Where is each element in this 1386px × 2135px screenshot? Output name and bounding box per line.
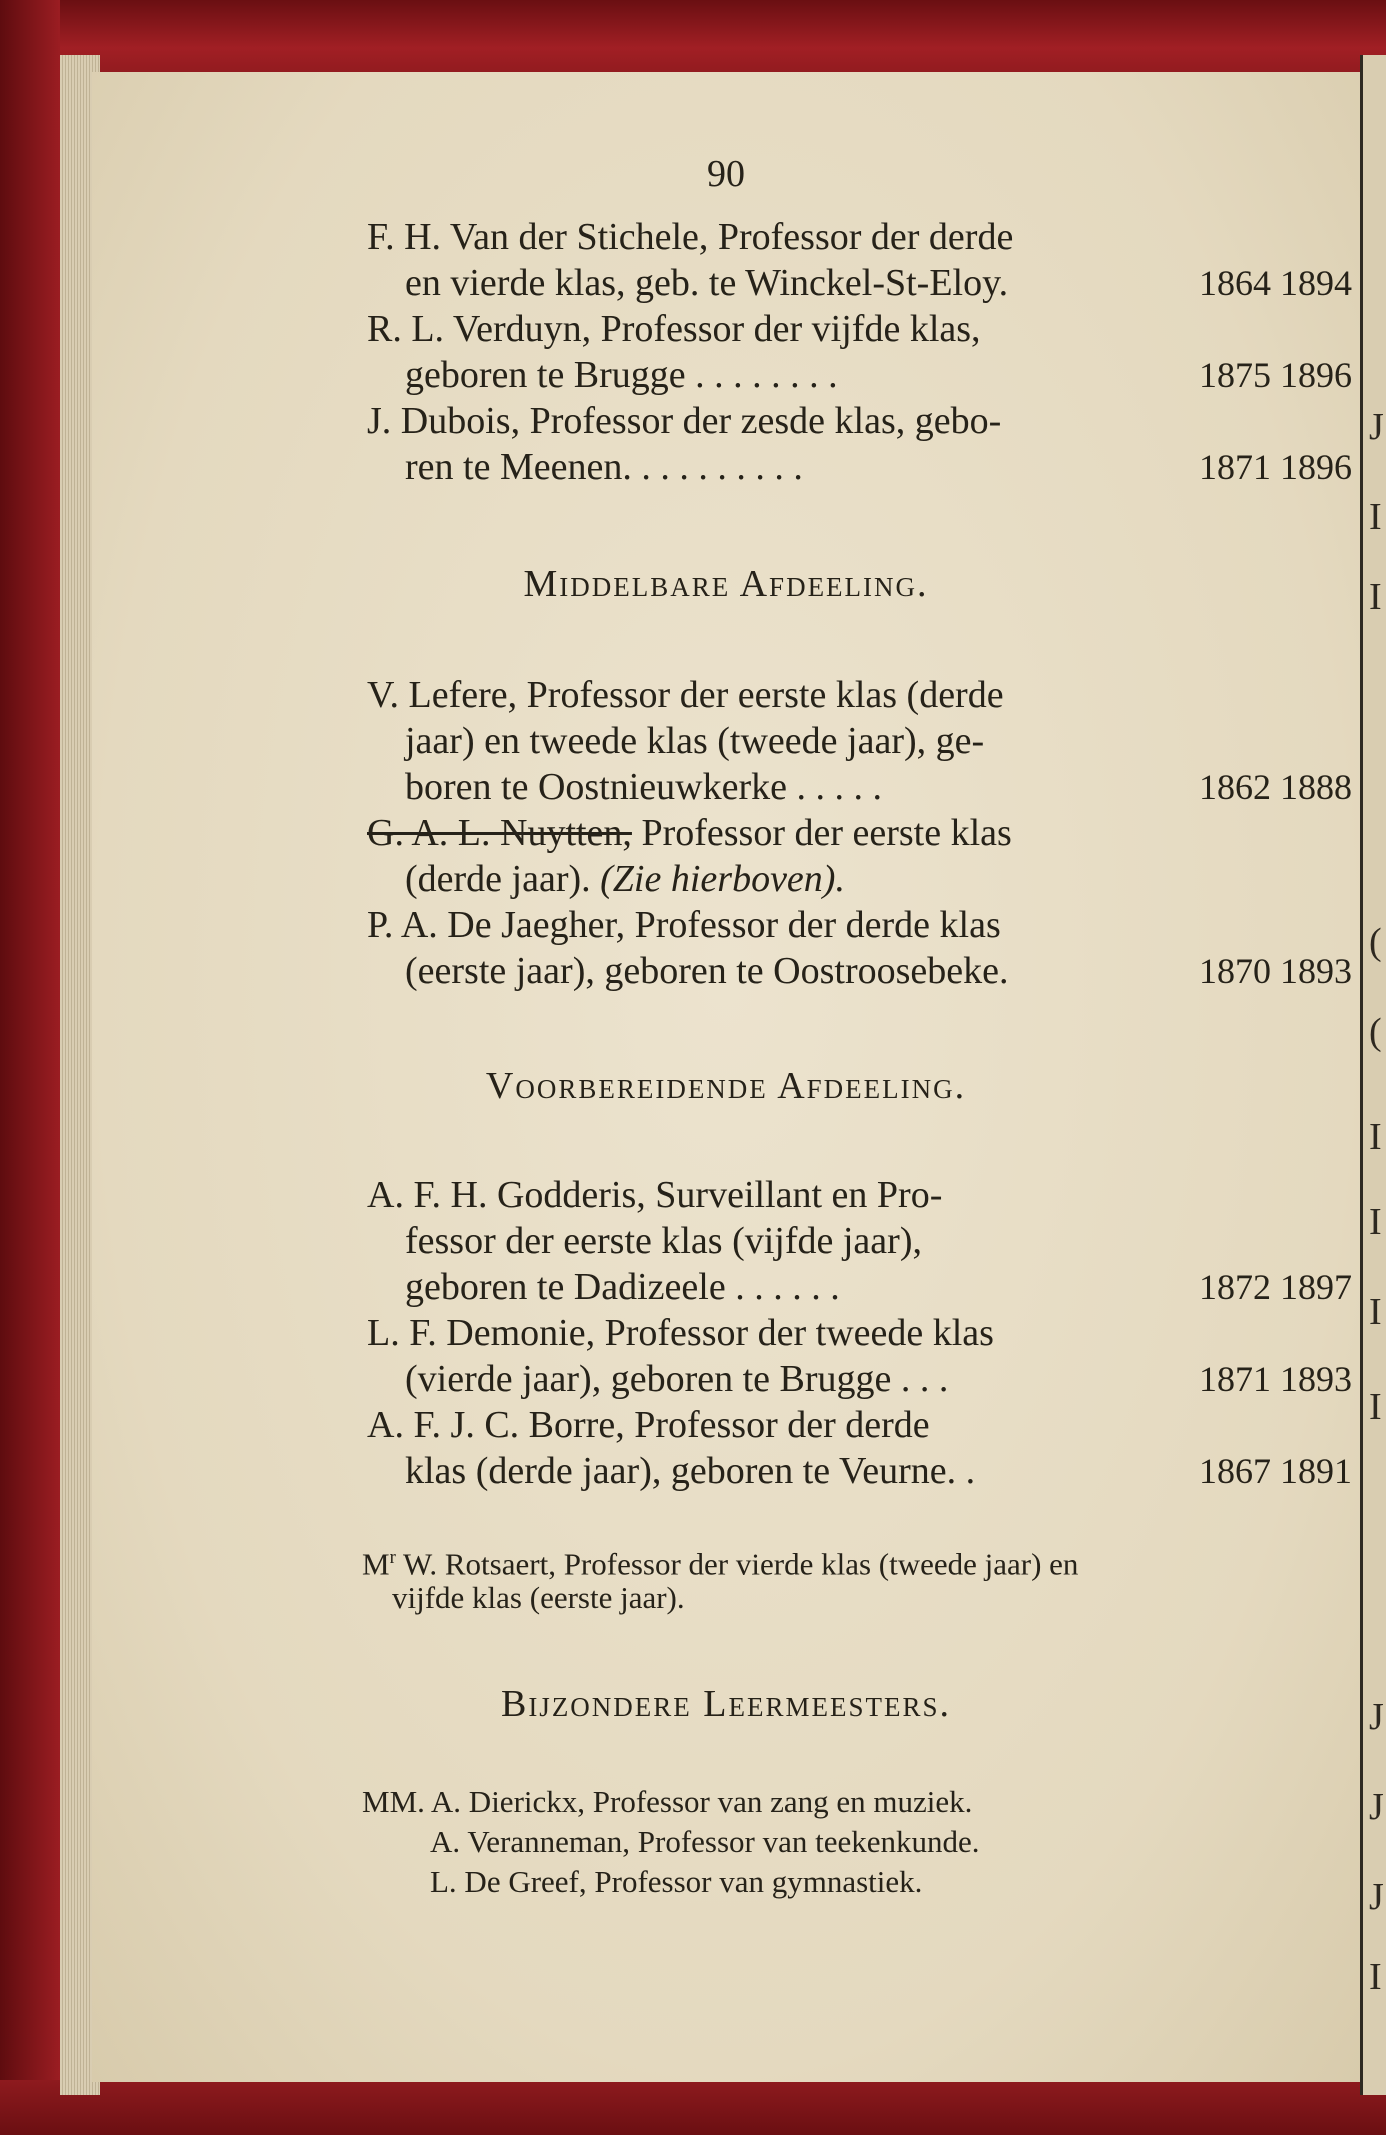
note-line: $M^r$ W. Rotsaert, Professor der vierde klas (tweede jaar) en (362, 1546, 1079, 1582)
next-page-fragment: J (1369, 406, 1384, 448)
next-page-fragment: I (1369, 1956, 1382, 1998)
entry-line: ren te Meenen. . . . . . . . . . (405, 446, 803, 488)
book-cover-top (0, 0, 1386, 80)
entry-line: (derde jaar). (Zie hierboven). (405, 858, 845, 900)
entry-line: jaar) en tweede klas (tweede jaar), ge- (405, 720, 985, 762)
entry-years: 1862 1888 (1199, 767, 1352, 807)
next-page-edge (1360, 55, 1386, 2095)
special-entry: L. De Greef, Professor van gymnastiek. (430, 1864, 923, 1899)
next-page-fragment: I (1369, 1386, 1382, 1428)
note-line: vijfde klas (eerste jaar). (392, 1580, 685, 1615)
entry-line: A. F. H. Godderis, Surveillant en Pro- (367, 1174, 943, 1216)
entry-line: L. F. Demonie, Professor der tweede klas (367, 1312, 994, 1354)
special-entry: MM. A. Dierickx, Professor van zang en muziek. (362, 1784, 973, 1819)
entry-years: 1871 1896 (1199, 447, 1352, 487)
entry-years: 1872 1897 (1199, 1267, 1352, 1307)
section-heading-prep: Voorbereidende Afdeeling. (485, 1065, 967, 1107)
entry-line: (eerste jaar), geboren te Oostroosebeke. (405, 950, 1009, 992)
next-page-fragment: ( (1369, 921, 1382, 963)
next-page-fragment: J (1369, 1876, 1384, 1918)
next-page-fragment: I (1369, 496, 1382, 538)
entry-line: boren te Oostnieuwkerke . . . . . (405, 766, 882, 808)
entry-line: P. A. De Jaegher, Professor der derde klas (367, 904, 1001, 946)
book-cover-left (0, 0, 60, 2135)
entry-line: geboren te Dadizeele . . . . . . (405, 1266, 840, 1308)
next-page-fragment: J (1369, 1786, 1384, 1828)
page-number: 90 (707, 153, 745, 195)
book-cover-bottom (0, 2080, 1386, 2135)
next-page-fragment: I (1369, 1116, 1382, 1158)
special-entry: A. Veranneman, Professor van teekenkunde. (430, 1824, 980, 1859)
next-page-fragment: I (1369, 1201, 1382, 1243)
entry-line: R. L. Verduyn, Professor der vijfde klas, (367, 308, 981, 350)
entry-years: 1867 1891 (1199, 1451, 1352, 1491)
next-page-fragment: ( (1369, 1011, 1382, 1053)
next-page-fragment: I (1369, 576, 1382, 618)
book-page (92, 72, 1360, 2082)
struck-name: G. A. L. Nuytten, (367, 812, 632, 854)
next-page-fragment: J (1369, 1696, 1384, 1738)
entry-years: 1875 1896 (1199, 355, 1352, 395)
entry-line: geboren te Brugge . . . . . . . . (405, 354, 838, 396)
entry-line: F. H. Van der Stichele, Professor der derde (367, 216, 1014, 258)
section-heading-special: Bijzondere Leermeesters. (500, 1683, 952, 1725)
entry-line: fessor der eerste klas (vijfde jaar), (405, 1220, 922, 1262)
entry-line: en vierde klas, geb. te Winckel-St-Eloy. (405, 262, 1009, 304)
entry-line: J. Dubois, Professor der zesde klas, gebo- (367, 400, 1002, 442)
entry-years: 1864 1894 (1199, 263, 1352, 303)
entry-line: (vierde jaar), geboren te Brugge . . . (405, 1358, 949, 1400)
entry-line: A. F. J. C. Borre, Professor der derde (367, 1404, 930, 1446)
section-heading-middle: Middelbare Afdeeling. (523, 563, 929, 605)
entry-line: G. A. L. Nuytten, Professor der eerste klas (367, 812, 1012, 854)
entry-years: 1870 1893 (1199, 951, 1352, 991)
entry-line: klas (derde jaar), geboren te Veurne. . (405, 1450, 976, 1492)
entry-years: 1871 1893 (1199, 1359, 1352, 1399)
entry-line: V. Lefere, Professor der eerste klas (derde (367, 674, 1004, 716)
next-page-fragment: I (1369, 1291, 1382, 1333)
